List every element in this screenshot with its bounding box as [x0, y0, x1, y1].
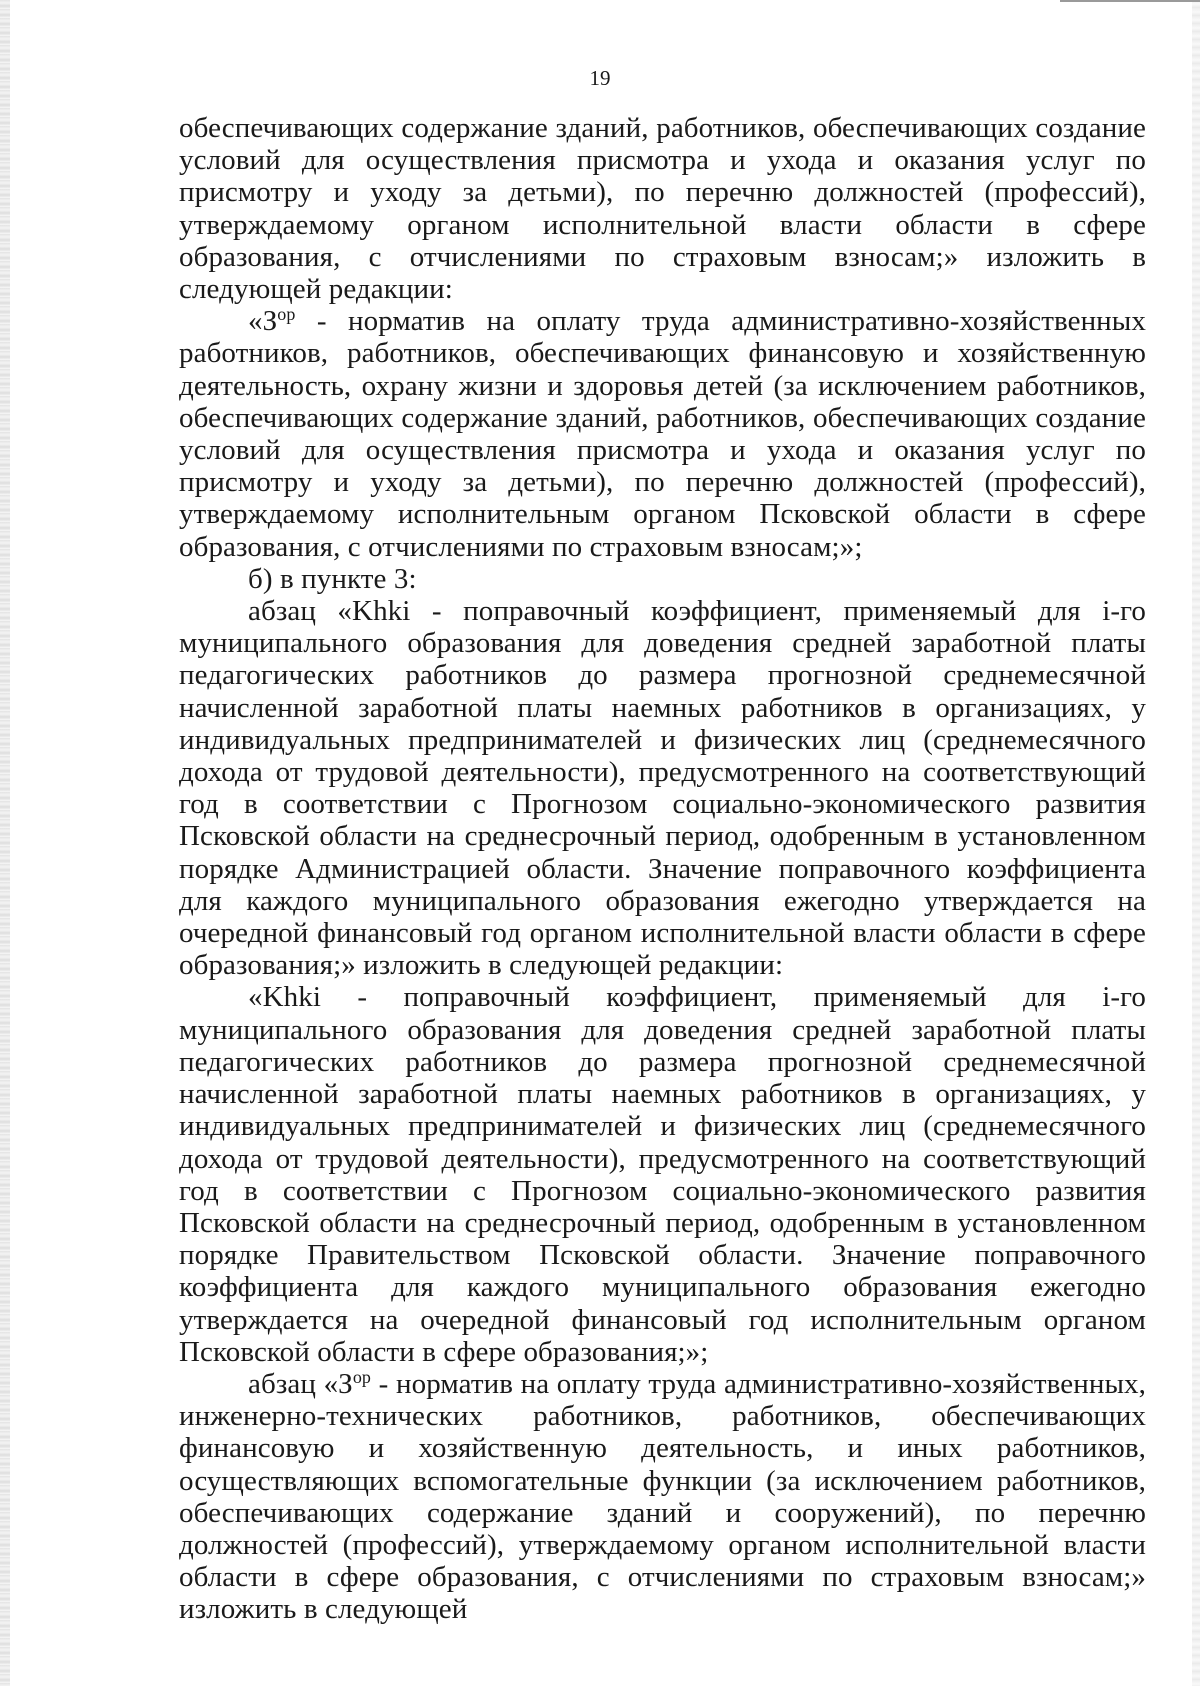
- paragraph-text: абзац «З: [248, 1367, 353, 1400]
- scan-edge-right: [1192, 0, 1200, 1686]
- superscript: ор: [352, 1366, 372, 1387]
- superscript: ор: [277, 304, 296, 325]
- paragraph-khki-old: [179, 595, 1146, 981]
- paragraph-text: абзац «Khki - поправочный коэффициент, применяемый для i-го муниципального образования для доведения средней заработной платы педагогических работников до размера прогнозной среднемесячной начисленной заработной платы наемных работников в организациях, у индивидуальных предпринимателей и физических лиц (среднемесячного дохода от трудовой деятельности), предусмотренного на соответствующий год в соответствии с Прогнозом социально-экономического развития Псковской области на среднесрочный период, одобренным в установленном порядке Администрацией области. Значение поправочного коэффициента для каждого муниципального образования ежегодно утверждается на очередной финансовый год органом исполнительной власти области в сфере образования;» изложить в следующей редакции:: [179, 595, 1146, 982]
- scan-top-line: [1060, 0, 1200, 2]
- page-number: 19: [589, 66, 611, 90]
- paragraph-norm-zor: [179, 305, 1146, 563]
- paragraph-khki-new: [179, 981, 1146, 1367]
- paragraph-text: «З: [248, 305, 278, 338]
- paragraph-subitem-b: [179, 563, 1146, 595]
- paragraph-text: обеспечивающих содержание зданий, работников, обеспечивающих создание условий для осуществления присмотра и ухода и оказания услуг по присмотру и уходу за детьми), по перечню должностей (профессий), утверждаемому органом исполнительной власти области в сфере образования, с отчислениями по страховым взносам;» изложить в следующей редакции:: [179, 112, 1146, 306]
- paragraph-text: б) в пункте 3:: [248, 562, 417, 595]
- paragraph-text: - норматив на оплату труда административно-хозяйственных, инженерно-технических работников, работников, обеспечивающих финансовую и хозяйственную деятельность, и иных работников, осуществляющих вспомогательные функции (за исключением работников, обеспечивающих содержание зданий и сооружений), по перечню должностей (профессий), утверждаемому органом исполнительной власти области в сфере образования, с отчислениями по страховым взносам;» изложить в следующей: [179, 1367, 1146, 1626]
- scan-edge-left: [0, 0, 10, 1686]
- paragraph-zor-old: [179, 1368, 1146, 1626]
- paragraph-text: - норматив на оплату труда административно-хозяйственных работников, работников, обеспечивающих финансовую и хозяйственную деятельность, охрану жизни и здоровья детей (за исключением работников, обеспечивающих содержание зданий, работников, обеспечивающих создание условий для осуществления присмотра и ухода и оказания услуг по присмотру и уходу за детьми), по перечню должностей (профессий), утверждаемому исполнительным органом Псковской области в сфере образования, с отчислениями по страховым взносам;»;: [179, 305, 1146, 563]
- paragraph-continuation: [179, 112, 1146, 305]
- document-body: [179, 112, 1146, 1626]
- paragraph-text: «Khki - поправочный коэффициент, применяемый для i-го муниципального образования для доведения средней заработной платы педагогических работников до размера прогнозной среднемесячной начисленной заработной платы наемных работников в организациях, у индивидуальных предпринимателей и физических лиц (среднемесячного дохода от трудовой деятельности), предусмотренного на соответствующий год в соответствии с Прогнозом социально-экономического развития Псковской области на среднесрочный период, одобренным в установленном порядке Правительством Псковской области. Значение поправочного коэффициента для каждого муниципального образования ежегодно утверждается на очередной финансовый год исполнительным органом Псковской области в сфере образования;»;: [179, 981, 1146, 1368]
